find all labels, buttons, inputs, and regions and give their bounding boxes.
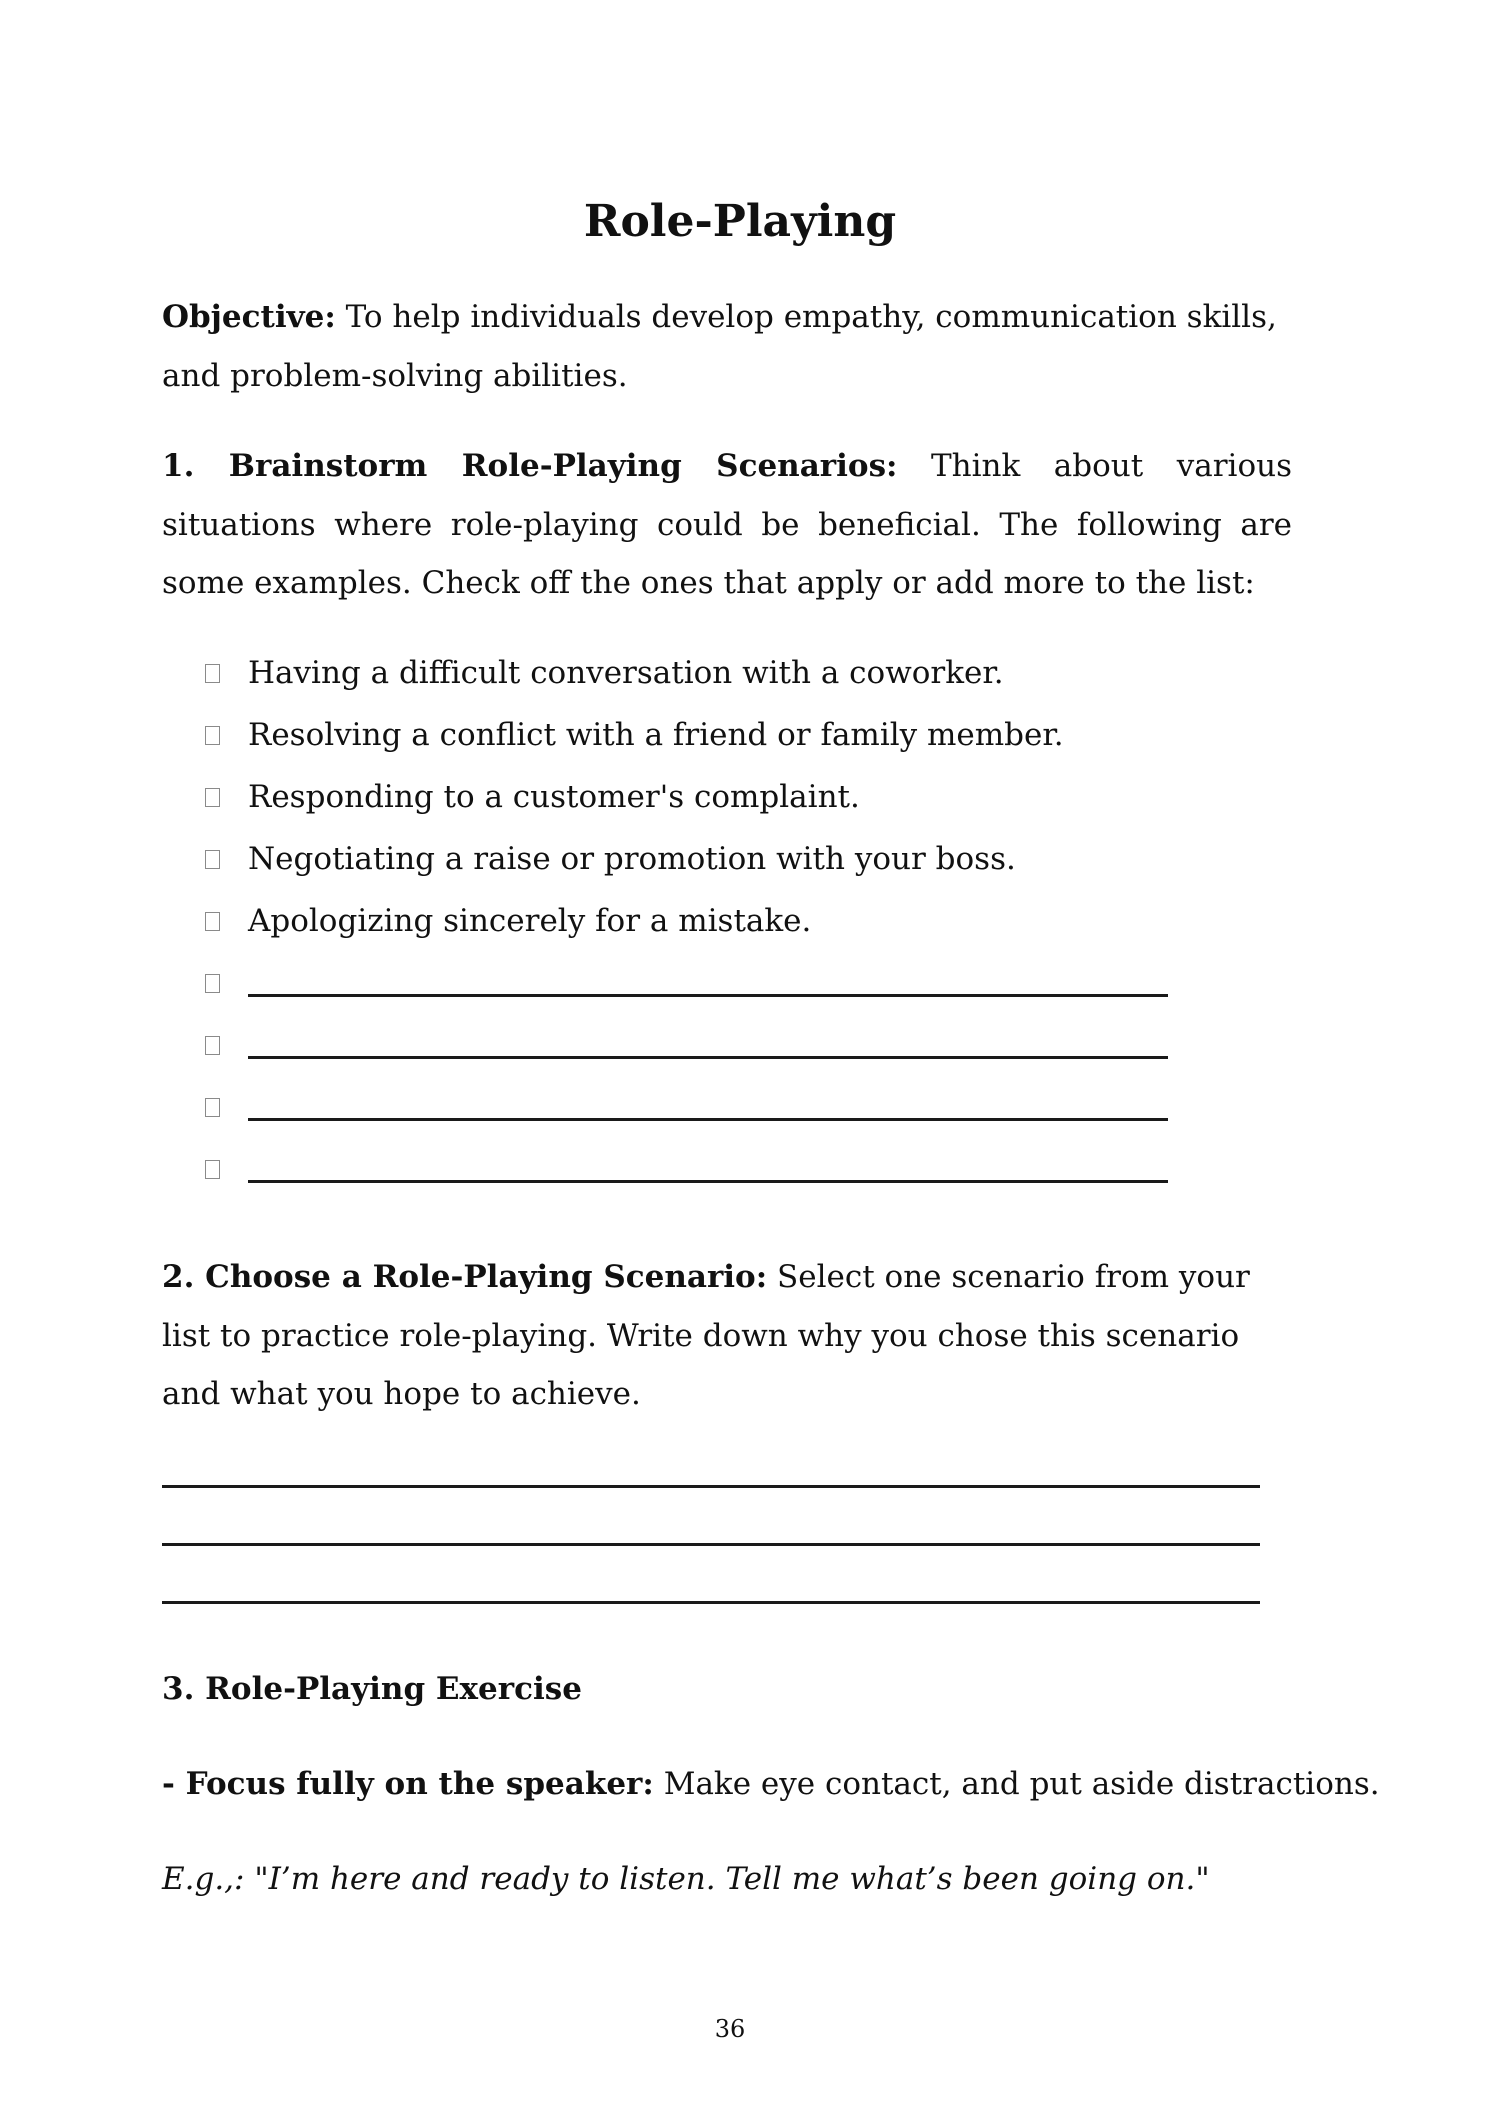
section3-heading: 3. Role-Playing Exercise [162, 1671, 582, 1707]
answer-line[interactable] [162, 1485, 1260, 1488]
section2-paragraph [162, 1248, 1282, 1424]
answer-line[interactable] [162, 1601, 1260, 1604]
section1-text: Think about various situations where role-playing could be beneficial. The following are some examples. Check off the ones that apply or add more to the list: [162, 448, 1292, 601]
page-number: 36 [714, 2015, 746, 2043]
empty-checkbox-icon[interactable] [205, 788, 220, 807]
checklist-item [205, 766, 1168, 828]
blank-write-in-line[interactable] [248, 1180, 1168, 1183]
checklist-item-label: Responding to a customer's complaint. [248, 779, 860, 815]
blank-checklist-item [205, 1014, 1168, 1076]
blank-write-in-line[interactable] [248, 994, 1168, 997]
example-quote: E.g.,: "I’m here and ready to listen. Tell me what’s been going on." [162, 1861, 1210, 1897]
scenario-checklist [205, 642, 1168, 1200]
empty-checkbox-icon[interactable] [205, 1036, 220, 1055]
empty-checkbox-icon[interactable] [205, 912, 220, 931]
checklist-item-label: Apologizing sincerely for a mistake. [248, 903, 812, 939]
checklist-item [205, 890, 1168, 952]
objective-paragraph [162, 288, 1292, 405]
empty-checkbox-icon[interactable] [205, 664, 220, 683]
checklist-item-label: Resolving a conflict with a friend or family member. [248, 717, 1064, 753]
page-title: Role-Playing [583, 196, 897, 247]
blank-checklist-item [205, 1138, 1168, 1200]
objective-text: To help individuals develop empathy, communication skills, and problem-solving abilities. [162, 299, 1277, 394]
blank-write-in-line[interactable] [248, 1056, 1168, 1059]
blank-checklist-item [205, 952, 1168, 1014]
checklist-item [205, 642, 1168, 704]
answer-line[interactable] [162, 1543, 1260, 1546]
section2-text: Select one scenario from your list to practice role-playing. Write down why you chose this scenario and what you hope to achieve. [162, 1259, 1250, 1412]
checklist-item-label: Negotiating a raise or promotion with your boss. [248, 841, 1016, 877]
objective-label: Objective: [162, 299, 336, 335]
focus-label: - Focus fully on the speaker: [162, 1766, 654, 1802]
empty-checkbox-icon[interactable] [205, 850, 220, 869]
section1-label: 1. Brainstorm Role-Playing Scenarios: [162, 448, 898, 484]
empty-checkbox-icon[interactable] [205, 1098, 220, 1117]
focus-text: Make eye contact, and put aside distractions. [653, 1766, 1380, 1802]
checklist-item [205, 828, 1168, 890]
empty-checkbox-icon[interactable] [205, 1160, 220, 1179]
section1-paragraph [162, 437, 1292, 613]
blank-checklist-item [205, 1076, 1168, 1138]
checklist-item [205, 704, 1168, 766]
focus-paragraph [162, 1755, 1412, 1814]
checklist-item-label: Having a difficult conversation with a coworker. [248, 655, 1004, 691]
empty-checkbox-icon[interactable] [205, 726, 220, 745]
empty-checkbox-icon[interactable] [205, 974, 220, 993]
blank-write-in-line[interactable] [248, 1118, 1168, 1121]
section2-label: 2. Choose a Role-Playing Scenario: [162, 1259, 768, 1295]
